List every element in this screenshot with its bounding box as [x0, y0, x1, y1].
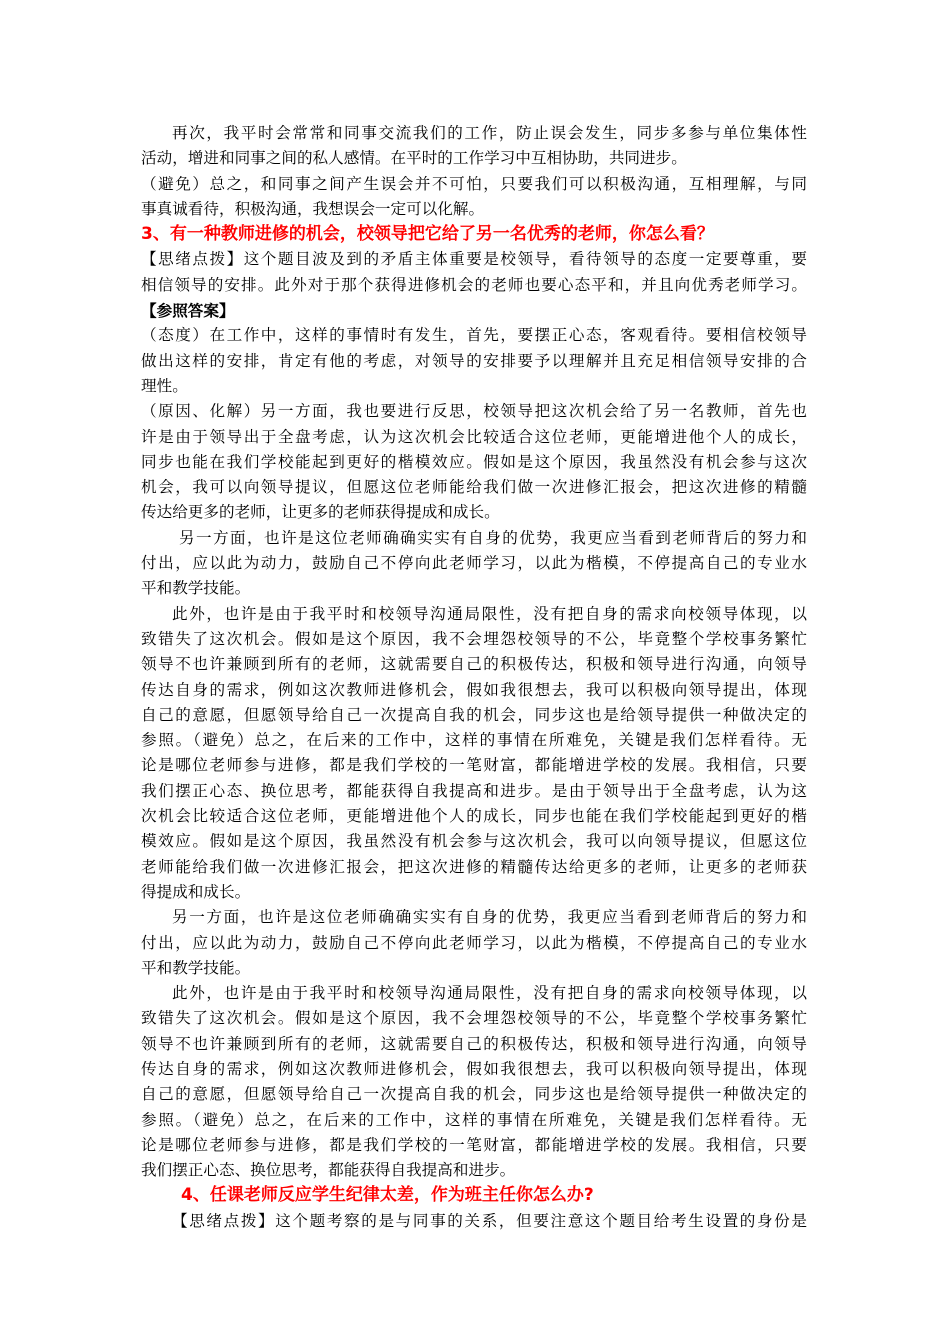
- text-line: 自己的意愿，但愿领导给自己一次提高自我的机会，同步这也是给领导提供一种做决定的: [141, 1085, 807, 1104]
- text-line: 自己的意愿，但愿领导给自己一次提高自我的机会，同步这也是给领导提供一种做决定的: [141, 705, 807, 724]
- text-line: 同步也能在我们学校能起到更好的楷模效应。假如是这个原因，我虽然没有机会参与这次: [141, 452, 807, 471]
- text-line: 参照。（避免）总之，在后来的工作中，这样的事情在所难免，关键是我们怎样看待。无: [141, 731, 807, 750]
- text-line: 付出，应以此为动力，鼓励自己不停向此老师学习，以此为楷模，不停提高自己的专业水: [141, 554, 807, 573]
- text-line: 另一方面，也许是这位老师确确实实有自身的优势，我更应当看到老师背后的努力和: [179, 528, 807, 547]
- text-line: 另一方面，也许是这位老师确确实实有自身的优势，我更应当看到老师背后的努力和: [172, 908, 807, 927]
- text-line: 致错失了这次机会。假如是这个原因，我不会埋怨校领导的不公，毕竟整个学校事务繁忙: [141, 629, 807, 648]
- text-line: 传达给更多的老师，让更多的老师获得提成和成长。: [141, 503, 500, 522]
- text-line: 事真诚看待，积极沟通，我想误会一定可以化解。: [141, 199, 485, 218]
- text-line: 再次，我平时会常常和同事交流我们的工作，防止误会发生，同步多参与单位集体性: [172, 124, 807, 142]
- text-line: 付出，应以此为动力，鼓励自己不停向此老师学习，以此为楷模，不停提高自己的专业水: [141, 933, 807, 952]
- text-line: 机会，我可以向领导提议，但愿这位老师能给我们做一次进修汇报会，把这次进修的精髓: [141, 478, 807, 497]
- text-line: 致错失了这次机会。假如是这个原因，我不会埋怨校领导的不公，毕竟整个学校事务繁忙: [141, 1009, 807, 1028]
- text-line: 模效应。假如是这个原因，我虽然没有机会参与这次机会，我可以向领导提议，但愿这位: [141, 832, 807, 851]
- text-line: 我们摆正心态、换位思考，都能获得自我提高和进步。: [141, 1161, 516, 1180]
- text-line: 做出这样的安排，肯定有他的考虑，对领导的安排要予以理解并且充足相信领导安排的合: [141, 351, 807, 370]
- text-line: （态度）在工作中，这样的事情时有发生，首先，要摆正心态，客观看待。要相信校领导: [141, 326, 807, 345]
- document-page: [141, 121, 807, 1234]
- section-heading: 3、有一种教师进修的机会，校领导把它给了另一名优秀的老师，你怎么看？: [141, 224, 714, 245]
- text-line: （避免）总之，和同事之间产生误会并不可怕，只要我们可以积极沟通，互相理解，与同: [141, 174, 807, 193]
- text-line: 论是哪位老师参与进修，都是我们学校的一笔财富，都能增进学校的发展。我相信，只要: [141, 1135, 807, 1154]
- text-line: 此外，也许是由于我平时和校领导沟通局限性，没有把自身的需求向校领导体现，以: [172, 984, 807, 1003]
- text-line: 传达自身的需求，例如这次教师进修机会，假如我很想去，我可以积极向领导提出，体现: [141, 1059, 807, 1078]
- text-line: 我们摆正心态、换位思考，都能获得自我提高和进步。是由于领导出于全盘考虑，认为这: [141, 781, 807, 800]
- section-heading: 4、任课老师反应学生纪律太差，作为班主任你怎么办?: [181, 1185, 594, 1206]
- text-line: 【思绪点拨】这个题目波及到的矛盾主体重要是校领导，看待领导的态度一定要尊重，要: [141, 250, 807, 269]
- text-line: 【参照答案】: [141, 301, 235, 321]
- text-line: 次机会比较适合这位老师，更能增进他个人的成长，同步也能在我们学校能起到更好的楷: [141, 807, 807, 826]
- text-line: 传达自身的需求，例如这次教师进修机会，假如我很想去，我可以积极向领导提出，体现: [141, 680, 807, 699]
- text-line: 平和教学技能。: [141, 958, 251, 977]
- text-line: 平和教学技能。: [141, 579, 251, 598]
- text-line: 活动，增进和同事之间的私人感情。在平时的工作学习中互相协助，共同进步。: [141, 149, 687, 168]
- text-line: 相信领导的安排。此外对于那个获得进修机会的老师也要心态平和，并且向优秀老师学习。: [141, 275, 807, 294]
- text-line: 老师能给我们做一次进修汇报会，把这次进修的精髓传达给更多的老师，让更多的老师获: [141, 857, 807, 876]
- text-line: 此外，也许是由于我平时和校领导沟通局限性，没有把自身的需求向校领导体现，以: [172, 604, 807, 623]
- text-line: 领导不也许兼顾到所有的老师，这就需要自己的积极传达，积极和领导进行沟通，向领导: [141, 655, 807, 674]
- text-line: 参照。（避免）总之，在后来的工作中，这样的事情在所难免，关键是我们怎样看待。无: [141, 1110, 807, 1129]
- text-line: 论是哪位老师参与进修，都是我们学校的一笔财富，都能增进学校的发展。我相信，只要: [141, 756, 807, 775]
- text-line: 得提成和成长。: [141, 882, 251, 901]
- text-line: 领导不也许兼顾到所有的老师，这就需要自己的积极传达，积极和领导进行沟通，向领导: [141, 1034, 807, 1053]
- text-line: 许是由于领导出于全盘考虑，认为这次机会比较适合这位老师，更能增进他个人的成长，: [141, 427, 807, 446]
- text-line: 【思绪点拨】这个题考察的是与同事的关系，但要注意这个题目给考生设置的身份是: [172, 1211, 807, 1230]
- text-line: 理性。: [141, 376, 188, 395]
- text-line: （原因、化解）另一方面，我也要进行反思，校领导把这次机会给了另一名教师，首先也: [141, 402, 807, 421]
